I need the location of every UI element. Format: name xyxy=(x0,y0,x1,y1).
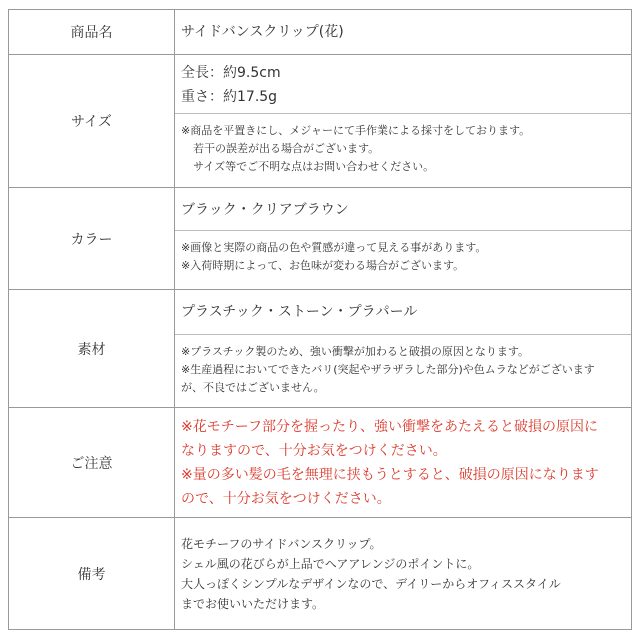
value-caution xyxy=(175,408,632,518)
remarks-text xyxy=(175,528,631,620)
remarks-line-4: までお使いいただけます。 xyxy=(181,596,325,611)
value-material xyxy=(175,290,632,408)
caution-line-3: ※量の多い髪の毛を無理に挟もうとすると、破損の原因になります xyxy=(181,466,599,483)
color-notes xyxy=(175,230,631,279)
size-note-3: サイズ等でご不明な点はお問い合わせください。 xyxy=(193,160,435,173)
label-remarks: 備考 xyxy=(9,518,175,630)
row-remarks xyxy=(9,518,632,630)
label-product-name: 商品名 xyxy=(9,10,175,55)
color-note-2: ※入荷時期によって、お色味が変わる場合がございます。 xyxy=(181,259,465,272)
color-text: ブラック・クリアブラウン xyxy=(181,202,349,218)
row-caution xyxy=(9,408,632,518)
size-weight: 重さ：約17.5g xyxy=(181,89,278,105)
remarks-line-1: 花モチーフのサイドバンスクリップ。 xyxy=(181,536,382,551)
size-notes xyxy=(175,113,631,180)
value-remarks xyxy=(175,518,632,630)
row-material xyxy=(9,290,632,408)
material-note-1: ※プラスチック製のため、強い衝撃が加わると破損の原因となります。 xyxy=(181,345,530,358)
value-size xyxy=(175,55,632,188)
material-note-3: が、不良ではございません。 xyxy=(181,381,325,394)
product-spec-table xyxy=(8,9,632,630)
size-length: 全長：約9.5cm xyxy=(181,65,281,81)
product-name-text: サイドバンスクリップ(花) xyxy=(181,24,344,40)
row-product-name xyxy=(9,10,632,55)
label-caution: ご注意 xyxy=(9,408,175,518)
caution-text xyxy=(175,411,631,515)
label-color: カラー xyxy=(9,188,175,290)
material-notes xyxy=(175,334,631,401)
row-size xyxy=(9,55,632,188)
remarks-line-2: シェル風の花びらが上品でヘアアレンジのポイントに。 xyxy=(181,556,480,571)
remarks-line-3: 大人っぽくシンプルなデザインなので、デイリーからオフィススタイル xyxy=(181,576,561,591)
caution-line-2: なりますので、十分お気をつけください。 xyxy=(181,442,447,459)
size-note-1: ※商品を平置きにし、メジャーにて手作業による採寸をしております。 xyxy=(181,124,531,137)
size-note-2: 若干の誤差が出る場合がございます。 xyxy=(193,142,380,155)
caution-line-1: ※花モチーフ部分を握ったり、強い衝撃をあたえると破損の原因に xyxy=(181,418,599,435)
caution-line-4: ので、十分お気をつけください。 xyxy=(181,490,391,507)
value-product-name xyxy=(175,10,632,55)
label-size: サイズ xyxy=(9,55,175,188)
color-note-1: ※画像と実際の商品の色や質感が違って見える事があります。 xyxy=(181,241,487,254)
row-color xyxy=(9,188,632,290)
value-color xyxy=(175,188,632,290)
label-material: 素材 xyxy=(9,290,175,408)
material-text: プラスチック・ストーン・プラパール xyxy=(181,304,418,320)
material-note-2: ※生産過程においてできたバリ(突起やザラザラした部分)や色ムラなどがございます xyxy=(181,363,595,376)
